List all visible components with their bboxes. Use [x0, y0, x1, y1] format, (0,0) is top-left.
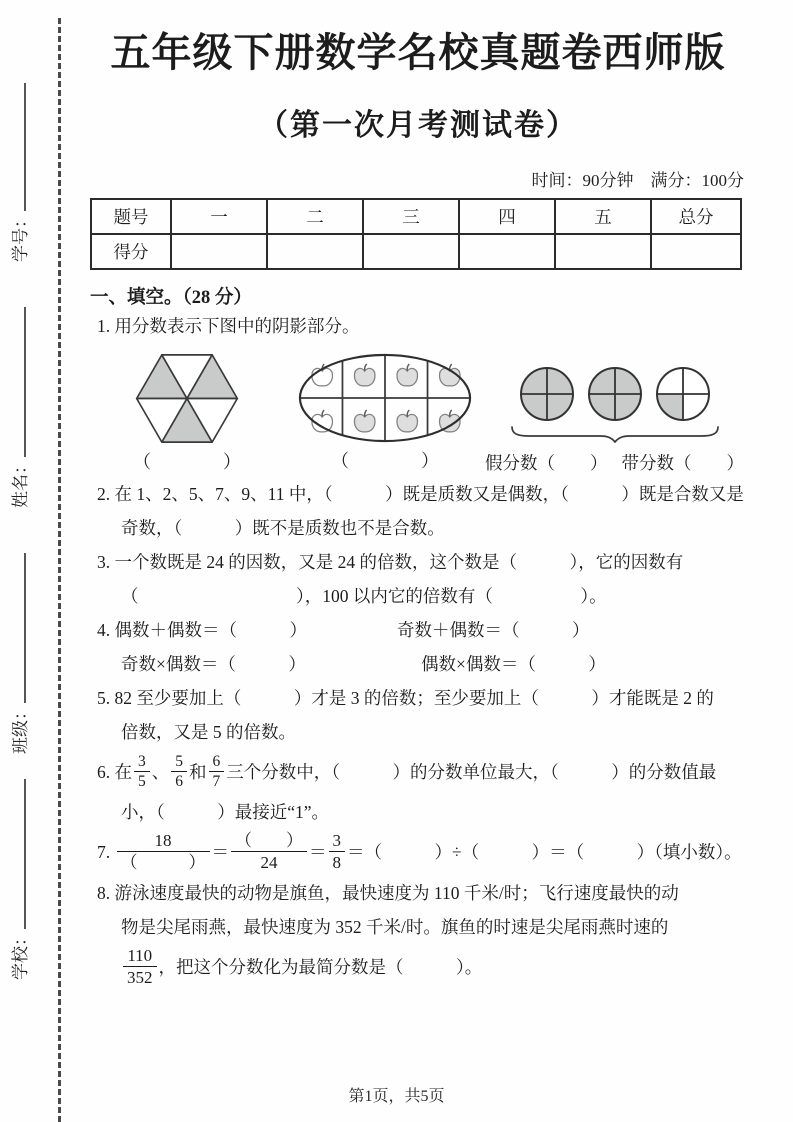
hexagon-figure — [135, 353, 239, 444]
q4-row1 — [97, 613, 746, 647]
score-table-score-row — [91, 234, 741, 269]
improper-fraction-blank: 假分数（ ） — [485, 453, 608, 473]
answer-blank-hexagon: （ ） — [133, 452, 241, 472]
white-apple-icon — [312, 364, 333, 386]
page-number-footer: 第1页，共5页 — [348, 1088, 445, 1105]
name-field-label: 姓名： — [11, 457, 30, 508]
fill-in-questions — [90, 309, 746, 990]
shaded-apple-icon — [354, 410, 375, 432]
student-number-field-label: 学号： — [11, 211, 30, 262]
full-shaded-circle — [519, 366, 575, 422]
score-table-header-row — [91, 199, 741, 234]
score-table-cell-total: 总分 — [651, 199, 741, 234]
q6-sep2: 和 — [189, 762, 207, 782]
school-blank-line — [10, 779, 26, 929]
score-empty-cell — [651, 234, 741, 269]
fraction-6-7: $\frac{6}{7}$ — [209, 752, 225, 792]
exam-subtitle: （第一次月考测试卷） — [258, 109, 578, 142]
q4-odd-plus-even: 奇数＋偶数＝（ ） — [397, 620, 590, 640]
fraction-18-over-blank: $\frac{18}{( )}$ — [117, 830, 210, 874]
mixed-number-blank: 带分数（ ） — [621, 453, 744, 473]
quartered-circles — [519, 366, 711, 422]
q7-equals-1: ＝ — [211, 842, 229, 862]
fraction-3-8: $\frac{3}{8}$ — [329, 830, 346, 874]
q4-even-plus-even: 4. 偶数＋偶数＝（ ） — [97, 620, 307, 640]
q2-line2: 奇数，（ ）既不是质数也不是合数。 — [121, 518, 445, 538]
q2-line1: 2. 在 1、2、5、7、9、11 中，（ ）既是质数又是偶数，（ ）既是合数又是 — [97, 484, 744, 504]
class-field-label: 班级： — [11, 703, 30, 754]
score-empty-cell — [267, 234, 363, 269]
q1-figures — [97, 353, 746, 477]
q7-line — [97, 829, 746, 876]
student-number-blank-line — [10, 83, 26, 211]
q7-post: ＝（ ）÷（ ）＝（ ）（填小数）。 — [347, 842, 742, 862]
quarter-shaded-circle — [655, 366, 711, 422]
exam-content — [90, 0, 746, 990]
q4-odd-times-even: 奇数×偶数＝（ ） — [121, 654, 306, 674]
score-table-cell-2: 二 — [267, 199, 363, 234]
fraction-110-352: $\frac{110}{352}$ — [123, 945, 157, 989]
circles-figure-block — [485, 366, 744, 475]
shaded-apple-icon — [354, 364, 375, 386]
score-empty-cell — [363, 234, 459, 269]
fraction-3-5: $\frac{3}{5}$ — [134, 752, 150, 792]
q5-line2: 倍数，又是 5 的倍数。 — [121, 722, 296, 742]
score-table-cell-label: 题号 — [91, 199, 171, 234]
score-table-cell-5: 五 — [555, 199, 651, 234]
q1-text: 1. 用分数表示下图中的阴影部分。 — [97, 316, 360, 336]
shaded-apple-icon — [397, 364, 418, 386]
oval-apples-figure — [297, 353, 473, 443]
q6-pre: 6. 在 — [97, 762, 132, 782]
q8-line1: 8. 游泳速度最快的动物是旗鱼，最快速度为 110 千米/时；飞行速度最快的动 — [97, 882, 679, 903]
q5-line1: 5. 82 至少要加上（ ）才是 3 的倍数；至少要加上（ ）才能既是 2 的 — [97, 688, 714, 708]
q6-post: 三个分数中，（ ）的分数单位最大，（ ）的分数值最 — [226, 762, 717, 782]
fraction-blank-over-24: $\frac{( )}{24}$ — [231, 830, 307, 874]
margin-dashed-line — [58, 18, 61, 1122]
fraction-type-labels — [485, 450, 744, 475]
q4-even-times-even: 偶数×偶数＝（ ） — [421, 654, 606, 674]
student-info-sidebar — [6, 0, 54, 1122]
school-field-label: 学校： — [11, 929, 30, 980]
q6-line2: 小，（ ）最接近“1”。 — [121, 802, 330, 822]
score-table — [90, 198, 742, 270]
time-score-info: 时间：90分钟 满分：100分 — [531, 171, 744, 190]
full-shaded-circle — [587, 366, 643, 422]
score-empty-cell — [555, 234, 651, 269]
q4-row2 — [97, 647, 746, 681]
exam-title: 五年级下册数学名校真题卷西师版 — [110, 30, 726, 75]
fraction-5-6: $\frac{5}{6}$ — [171, 752, 187, 792]
class-blank-line — [10, 553, 26, 703]
score-table-cell-1: 一 — [171, 199, 267, 234]
hexagon-figure-block — [133, 353, 241, 474]
answer-blank-oval: （ ） — [331, 451, 439, 471]
q7-equals-2: ＝ — [309, 842, 327, 862]
underbrace-icon — [509, 425, 721, 448]
q6-sep1: 、 — [151, 762, 170, 782]
score-empty-cell — [171, 234, 267, 269]
q8-line3-text: ，把这个分数化为最简分数是（ ）。 — [158, 956, 483, 977]
q8-line3 — [97, 944, 746, 991]
score-table-cell-3: 三 — [363, 199, 459, 234]
score-empty-cell — [459, 234, 555, 269]
section-1-heading: 一、填空。（28 分） — [90, 288, 252, 308]
q8-line2: 物是尖尾雨燕，最快速度为 352 千米/时。旗鱼的时速是尖尾雨燕时速的 — [121, 916, 669, 937]
q7-number: 7. — [97, 842, 111, 862]
q3-line2: （ ），100 以内它的倍数有（ ）。 — [121, 586, 607, 606]
shaded-apple-icon — [397, 410, 418, 432]
oval-apples-figure-block — [297, 353, 473, 473]
score-row-label: 得分 — [91, 234, 171, 269]
name-blank-line — [10, 307, 26, 457]
white-apple-icon — [312, 410, 333, 432]
q6-line1 — [97, 749, 746, 795]
q3-line1: 3. 一个数既是 24 的因数，又是 24 的倍数，这个数是（ ），它的因数有 — [97, 552, 684, 572]
score-table-cell-4: 四 — [459, 199, 555, 234]
